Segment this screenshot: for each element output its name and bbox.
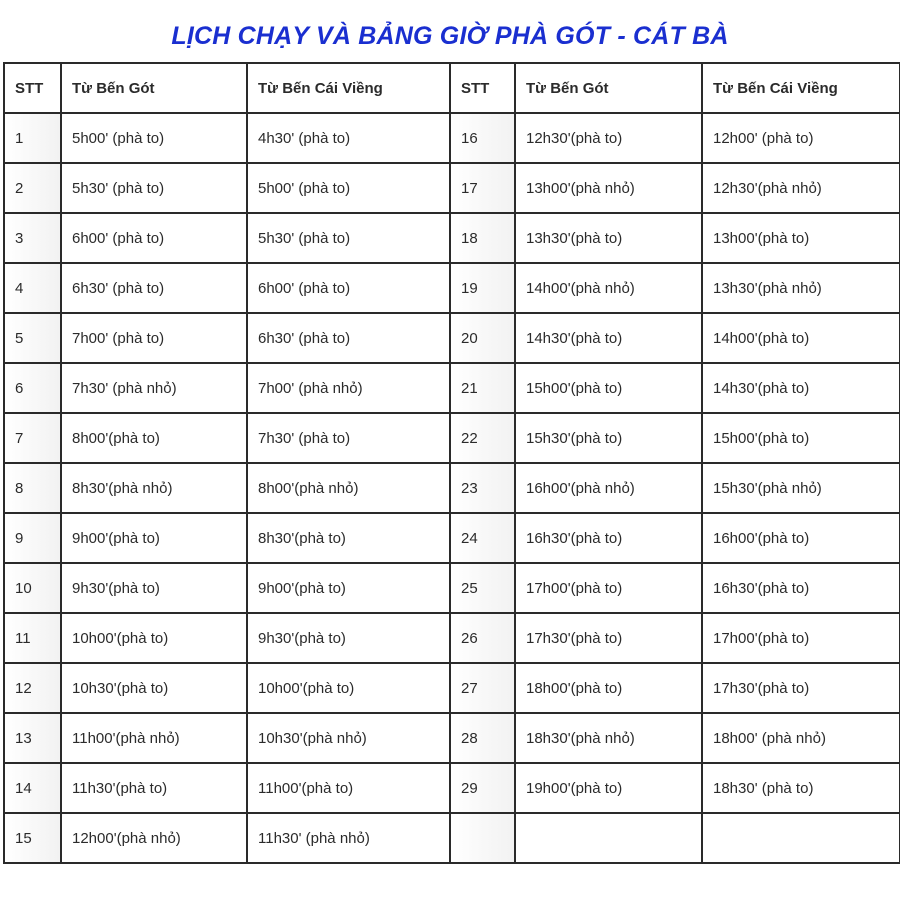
- table-row: [4, 463, 900, 513]
- page-title: LỊCH CHẠY VÀ BẢNG GIỜ PHÀ GÓT - CÁT BÀ: [171, 22, 729, 50]
- from-got-cell: 12h00'(phà nhỏ): [61, 813, 247, 863]
- from-cai-vieng-cell: 13h30'(phà nhỏ): [702, 263, 900, 313]
- table-row: [4, 113, 900, 163]
- from-got-cell: 15h00'(phà to): [515, 363, 702, 413]
- stt-cell: 19: [450, 263, 515, 313]
- stt-cell: [450, 813, 515, 863]
- stt-cell: 21: [450, 363, 515, 413]
- from-got-cell: 16h30'(phà to): [515, 513, 702, 563]
- from-cai-vieng-cell: 17h30'(phà to): [702, 663, 900, 713]
- stt-cell: 13: [4, 713, 61, 763]
- stt-cell: 25: [450, 563, 515, 613]
- table-row: [4, 663, 900, 713]
- from-got-cell: 13h00'(phà nhỏ): [515, 163, 702, 213]
- from-cai-vieng-cell: 12h00' (phà to): [702, 113, 900, 163]
- from-cai-vieng-cell: 18h00' (phà nhỏ): [702, 713, 900, 763]
- table-row: [4, 613, 900, 663]
- stt-cell: 27: [450, 663, 515, 713]
- table-row: [4, 213, 900, 263]
- from-cai-vieng-cell: 9h30'(phà to): [247, 613, 450, 663]
- table-row: [4, 413, 900, 463]
- from-cai-vieng-cell: 4h30' (phà to): [247, 113, 450, 163]
- header-from-cai-vieng: Từ Bến Cái Viềng: [247, 63, 450, 113]
- from-got-cell: 17h00'(phà to): [515, 563, 702, 613]
- from-cai-vieng-cell: 11h00'(phà to): [247, 763, 450, 813]
- from-cai-vieng-cell: 7h30' (phà to): [247, 413, 450, 463]
- stt-cell: 23: [450, 463, 515, 513]
- from-got-cell: 10h30'(phà to): [61, 663, 247, 713]
- from-got-cell: 12h30'(phà to): [515, 113, 702, 163]
- stt-cell: 16: [450, 113, 515, 163]
- stt-cell: 26: [450, 613, 515, 663]
- stt-cell: 15: [4, 813, 61, 863]
- header-from-got: Từ Bến Gót: [61, 63, 247, 113]
- from-cai-vieng-cell: 16h30'(phà to): [702, 563, 900, 613]
- from-cai-vieng-cell: 17h00'(phà to): [702, 613, 900, 663]
- from-cai-vieng-cell: 18h30' (phà to): [702, 763, 900, 813]
- table-row: [4, 263, 900, 313]
- stt-cell: 18: [450, 213, 515, 263]
- stt-cell: 24: [450, 513, 515, 563]
- from-cai-vieng-cell: 10h00'(phà to): [247, 663, 450, 713]
- stt-cell: 4: [4, 263, 61, 313]
- stt-cell: 12: [4, 663, 61, 713]
- table-row: [4, 363, 900, 413]
- stt-cell: 2: [4, 163, 61, 213]
- from-cai-vieng-cell: 6h00' (phà to): [247, 263, 450, 313]
- from-cai-vieng-cell: 15h00'(phà to): [702, 413, 900, 463]
- from-cai-vieng-cell: 5h00' (phà to): [247, 163, 450, 213]
- from-got-cell: 7h00' (phà to): [61, 313, 247, 363]
- stt-cell: 5: [4, 313, 61, 363]
- from-got-cell: 9h30'(phà to): [61, 563, 247, 613]
- from-cai-vieng-cell: 8h30'(phà to): [247, 513, 450, 563]
- from-cai-vieng-cell: 12h30'(phà nhỏ): [702, 163, 900, 213]
- from-got-cell: 8h30'(phà nhỏ): [61, 463, 247, 513]
- stt-cell: 29: [450, 763, 515, 813]
- stt-cell: 1: [4, 113, 61, 163]
- from-got-cell: 13h30'(phà to): [515, 213, 702, 263]
- table-row: [4, 713, 900, 763]
- from-cai-vieng-cell: 7h00' (phà nhỏ): [247, 363, 450, 413]
- table-row: [4, 763, 900, 813]
- stt-cell: 22: [450, 413, 515, 463]
- stt-cell: 10: [4, 563, 61, 613]
- from-got-cell: 8h00'(phà to): [61, 413, 247, 463]
- stt-cell: 6: [4, 363, 61, 413]
- table-row: [4, 513, 900, 563]
- stt-cell: 14: [4, 763, 61, 813]
- stt-cell: 7: [4, 413, 61, 463]
- from-cai-vieng-cell: 6h30' (phà to): [247, 313, 450, 363]
- table-row: [4, 163, 900, 213]
- from-cai-vieng-cell: 9h00'(phà to): [247, 563, 450, 613]
- stt-cell: 17: [450, 163, 515, 213]
- from-got-cell: 15h30'(phà to): [515, 413, 702, 463]
- header-stt: STT: [4, 63, 61, 113]
- from-got-cell: 11h30'(phà to): [61, 763, 247, 813]
- from-got-cell: 6h30' (phà to): [61, 263, 247, 313]
- header-from-got: Từ Bến Gót: [515, 63, 702, 113]
- from-cai-vieng-cell: 13h00'(phà to): [702, 213, 900, 263]
- from-got-cell: 14h30'(phà to): [515, 313, 702, 363]
- table-row: [4, 563, 900, 613]
- from-cai-vieng-cell: [702, 813, 900, 863]
- from-cai-vieng-cell: 5h30' (phà to): [247, 213, 450, 263]
- from-cai-vieng-cell: 16h00'(phà to): [702, 513, 900, 563]
- from-got-cell: 17h30'(phà to): [515, 613, 702, 663]
- header-stt: STT: [450, 63, 515, 113]
- ferry-schedule-table: [3, 62, 900, 864]
- from-got-cell: 10h00'(phà to): [61, 613, 247, 663]
- from-cai-vieng-cell: 14h00'(phà to): [702, 313, 900, 363]
- from-got-cell: 7h30' (phà nhỏ): [61, 363, 247, 413]
- from-got-cell: 6h00' (phà to): [61, 213, 247, 263]
- from-got-cell: 16h00'(phà nhỏ): [515, 463, 702, 513]
- table-row: [4, 313, 900, 363]
- from-got-cell: 5h30' (phà to): [61, 163, 247, 213]
- from-got-cell: 18h00'(phà to): [515, 663, 702, 713]
- table-row: [4, 813, 900, 863]
- from-got-cell: 5h00' (phà to): [61, 113, 247, 163]
- from-cai-vieng-cell: 15h30'(phà nhỏ): [702, 463, 900, 513]
- stt-cell: 3: [4, 213, 61, 263]
- from-cai-vieng-cell: 10h30'(phà nhỏ): [247, 713, 450, 763]
- table-header-row: [4, 63, 900, 113]
- from-cai-vieng-cell: 14h30'(phà to): [702, 363, 900, 413]
- from-got-cell: 11h00'(phà nhỏ): [61, 713, 247, 763]
- stt-cell: 11: [4, 613, 61, 663]
- from-got-cell: 19h00'(phà to): [515, 763, 702, 813]
- from-cai-vieng-cell: 8h00'(phà nhỏ): [247, 463, 450, 513]
- from-got-cell: 14h00'(phà nhỏ): [515, 263, 702, 313]
- stt-cell: 20: [450, 313, 515, 363]
- stt-cell: 28: [450, 713, 515, 763]
- header-from-cai-vieng: Từ Bến Cái Viềng: [702, 63, 900, 113]
- from-got-cell: [515, 813, 702, 863]
- from-cai-vieng-cell: 11h30' (phà nhỏ): [247, 813, 450, 863]
- from-got-cell: 18h30'(phà nhỏ): [515, 713, 702, 763]
- stt-cell: 8: [4, 463, 61, 513]
- from-got-cell: 9h00'(phà to): [61, 513, 247, 563]
- stt-cell: 9: [4, 513, 61, 563]
